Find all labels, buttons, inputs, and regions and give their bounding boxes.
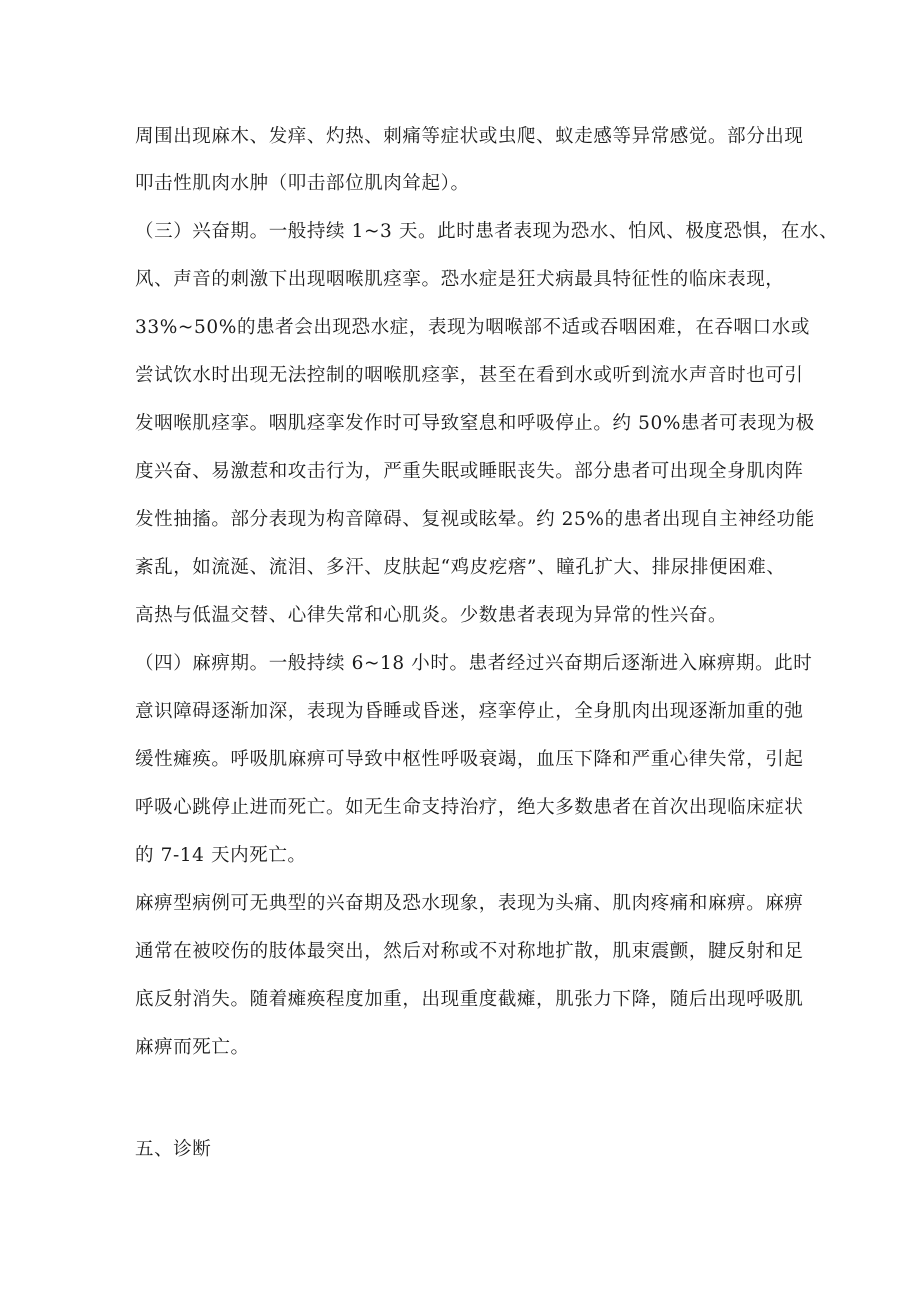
paragraph-3-line-1: （四）麻痹期。一般持续 6~18 小时。患者经过兴奋期后逐渐进入麻痹期。此时: [135, 653, 813, 674]
paragraph-1-line-1: 周围出现麻木、发痒、灼热、刺痛等症状或虫爬、蚁走感等异常感觉。部分出现: [135, 126, 804, 147]
paragraph-3-line-5: 的 7-14 天内死亡。: [135, 845, 307, 866]
paragraph-4-line-2: 通常在被咬伤的肢体最突出，然后对称或不对称地扩散，肌束震颤，腱反射和足: [135, 941, 804, 962]
paragraph-3-line-4: 呼吸心跳停止进而死亡。如无生命支持治疗，绝大多数患者在首次出现临床症状: [135, 797, 804, 818]
paragraph-1-line-2: 叩击性肌肉水肿（叩击部位肌肉耸起）。: [135, 173, 470, 194]
paragraph-2-line-8: 紊乱，如流涎、流泪、多汗、皮肤起“鸡皮疙瘩”、瞳孔扩大、排尿排便困难、: [135, 557, 786, 578]
paragraph-3-line-2: 意识障碍逐渐加深，表现为昏睡或昏迷，痉挛停止，全身肌肉出现逐渐加重的弛: [135, 701, 804, 722]
paragraph-2-line-9: 高热与低温交替、心律失常和心肌炎。少数患者表现为异常的性兴奋。: [135, 605, 728, 626]
paragraph-4-line-1: 麻痹型病例可无典型的兴奋期及恐水现象，表现为头痛、肌肉疼痛和麻痹。麻痹: [135, 893, 804, 914]
paragraph-2-line-3: 33%~50%的患者会出现恐水症，表现为咽喉部不适或吞咽困难，在吞咽口水或: [135, 317, 810, 338]
paragraph-4-line-4: 麻痹而死亡。: [135, 1037, 250, 1058]
paragraph-2-line-2: 风、声音的刺激下出现咽喉肌痉挛。恐水症是狂犬病最具特征性的临床表现，: [135, 269, 785, 290]
section-heading-diagnosis: 五、诊断: [135, 1139, 212, 1160]
paragraph-4-line-3: 底反射消失。随着瘫痪程度加重，出现重度截瘫，肌张力下降，随后出现呼吸肌: [135, 989, 804, 1010]
paragraph-2-line-4: 尝试饮水时出现无法控制的咽喉肌痉挛，甚至在看到水或听到流水声音时也可引: [135, 365, 804, 386]
paragraph-2-line-6: 度兴奋、易激惹和攻击行为，严重失眠或睡眠丧失。部分患者可出现全身肌肉阵: [135, 461, 804, 482]
paragraph-2-line-1: （三）兴奋期。一般持续 1~3 天。此时患者表现为恐水、怕风、极度恐惧，在水、: [135, 221, 839, 242]
paragraph-3-line-3: 缓性瘫痪。呼吸肌麻痹可导致中枢性呼吸衰竭，血压下降和严重心律失常，引起: [135, 749, 804, 770]
paragraph-2-line-7: 发性抽搐。部分表现为构音障碍、复视或眩晕。约 25%的患者出现自主神经功能: [135, 509, 815, 530]
paragraph-2-line-5: 发咽喉肌痉挛。咽肌痉挛发作时可导致窒息和呼吸停止。约 50%患者可表现为极: [135, 413, 815, 434]
